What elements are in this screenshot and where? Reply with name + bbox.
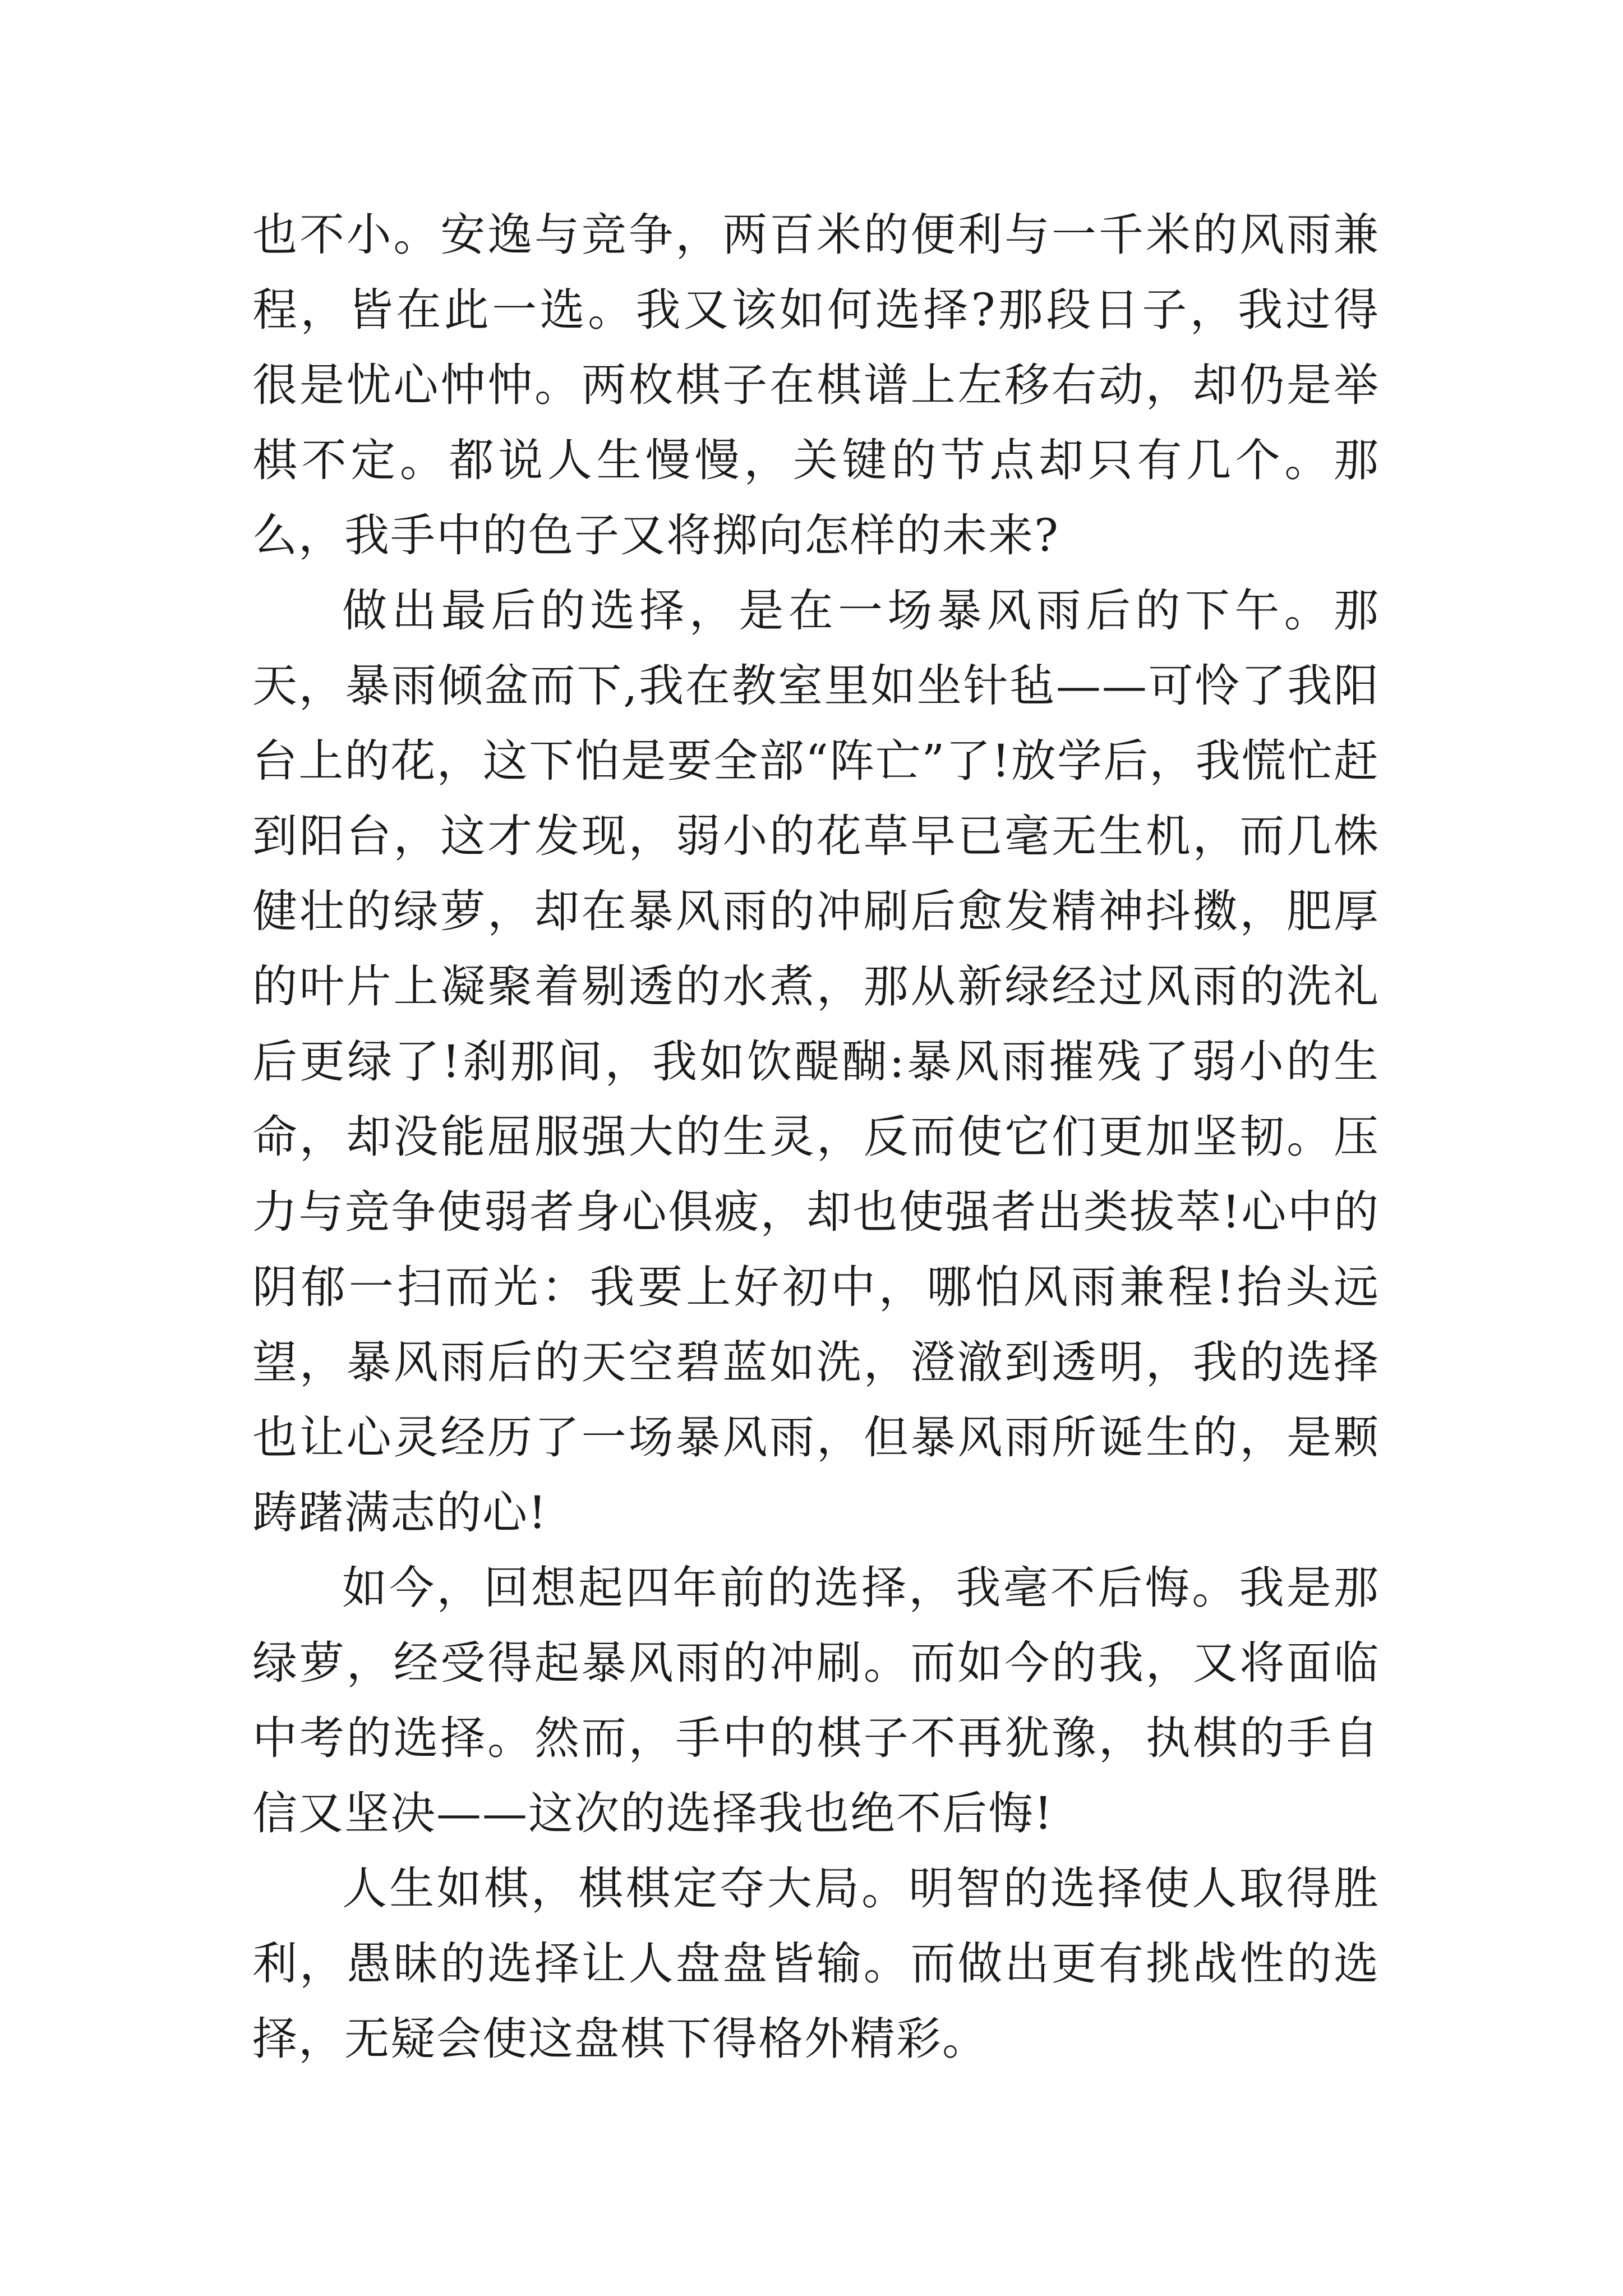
paragraph: 做出最后的选择，是在一场暴风雨后的下午。那天，暴雨倾盆而下,我在教室里如坐针毡——可怜了我阳台上的花，这下怕是要全部“阵亡”了!放学后，我慌忙赶到阳台，这才发现，弱小的花草早已毫无生机，而几株健壮的绿萝，却在暴风雨的冲刷后愈发精神抖擞，肥厚的叶片上凝聚着剔透的水煮，那从新绿经过风雨的洗礼后更绿了!刹那间，我如饮醍醐:暴风雨摧残了弱小的生命，却没能屈服强大的生灵，反而使它们更加坚韧。压力与竞争使弱者身心俱疲，却也使强者出类拔萃!心中的阴郁一扫而光：我要上好初中，哪怕风雨兼程!抬头远望，暴风雨后的天空碧蓝如洗，澄澈到透明，我的选择也让心灵经历了一场暴风雨，但暴风雨所诞生的，是颗踌躇满志的心!: [252, 585, 1380, 1539]
paragraph: 人生如棋，棋棋定夺大局。明智的选择使人取得胜利，愚昧的选择让人盘盘皆输。而做出更有挑战性的选择，无疑会使这盘棋下得格外精彩。: [252, 1862, 1380, 2065]
paragraph: 如今，回想起四年前的选择，我毫不后悔。我是那绿萝，经受得起暴风雨的冲刷。而如今的我，又将面临中考的选择。然而，手中的棋子不再犹豫，执棋的手自信又坚决——这次的选择我也绝不后悔!: [252, 1562, 1380, 1839]
paragraph-continued: 也不小。安逸与竞争，两百米的便利与一千米的风雨兼程，皆在此一选。我又该如何选择?那段日子，我过得很是忧心忡忡。两枚棋子在棋谱上左移右动，却仍是举棋不定。都说人生慢慢，关键的节点却只有几个。那么，我手中的色子又将掷向怎样的未来?: [252, 209, 1380, 562]
article-body: [252, 197, 1380, 2077]
